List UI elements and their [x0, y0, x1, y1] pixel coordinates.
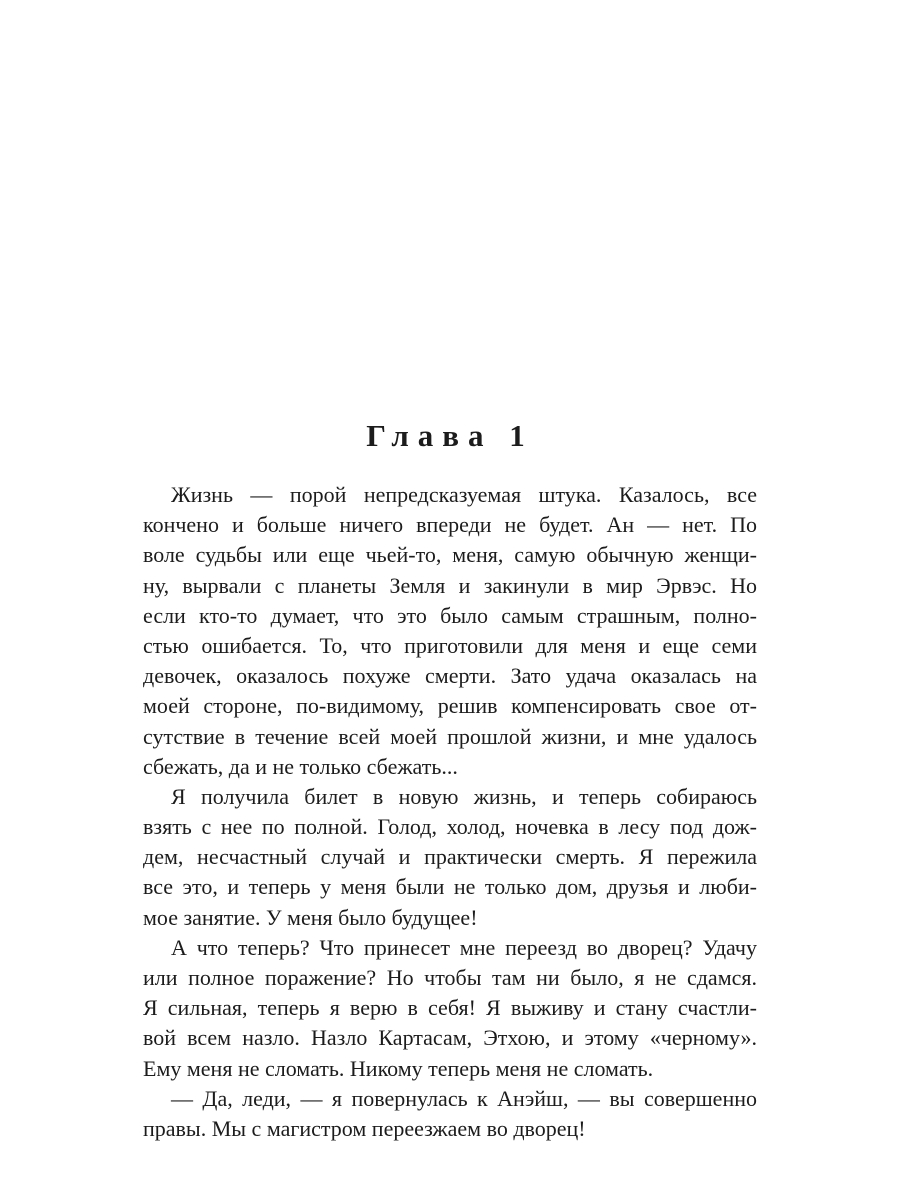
- text-line: воле судьбы или еще чьей-то, меня, самую обычную женщи-: [143, 542, 757, 568]
- text-line: Я сильная, теперь я верю в себя! Я выживу и стану счастли-: [143, 995, 757, 1021]
- text-line: А что теперь? Что принесет мне переезд во дворец? Удачу: [171, 934, 757, 960]
- text-line: или полное поражение? Но чтобы там ни было, я не сдамся.: [143, 965, 757, 990]
- text-line: Я получила билет в новую жизнь, и теперь собираюсь: [171, 783, 757, 809]
- paragraph: [143, 480, 757, 782]
- paragraph: [143, 782, 757, 933]
- text-line: мое занятие. У меня было будущее!: [143, 904, 478, 930]
- text-line: дем, несчастный случай и практически смерть. Я пережила: [143, 844, 757, 870]
- text-line: Ему меня не сломать. Никому теперь меня не сломать.: [143, 1055, 654, 1081]
- text-line: взять с нее по полной. Голод, холод, ночевка в лесу под дож-: [143, 814, 757, 840]
- text-line: Жизнь — порой непредсказуемая штука. Казалось, все: [171, 482, 757, 507]
- chapter-body: [143, 480, 757, 1144]
- text-line: сутствие в течение всей моей прошлой жизни, и мне удалось: [143, 723, 757, 749]
- text-line: кончено и больше ничего впереди не будет. Ан — нет. По: [143, 512, 757, 538]
- text-line: моей стороне, по-видимому, решив компенсировать свое от-: [143, 693, 757, 719]
- text-line: правы. Мы с магистром переезжаем во дворец!: [143, 1115, 586, 1141]
- text-line: если кто-то думает, что это было самым страшным, полно-: [143, 602, 757, 628]
- text-line: стью ошибается. То, что приготовили для меня и еще семи: [143, 632, 757, 658]
- text-line: все это, и теперь у меня были не только дом, друзья и люби-: [143, 874, 757, 900]
- paragraph: [143, 1084, 757, 1144]
- text-line: ну, вырвали с планеты Земля и закинули в мир Эрвэс. Но: [143, 572, 757, 598]
- text-line: девочек, оказалось похуже смерти. Зато удача оказалась на: [143, 663, 757, 689]
- paragraph: [143, 933, 757, 1084]
- text-line: сбежать, да и не только сбежать...: [143, 753, 458, 779]
- text-line: — Да, леди, — я повернулась к Анэйш, — вы совершенно: [171, 1085, 757, 1111]
- chapter-title: Глава 1: [366, 418, 534, 453]
- text-line: вой всем назло. Назло Картасам, Этхою, и этому «черному».: [143, 1025, 757, 1051]
